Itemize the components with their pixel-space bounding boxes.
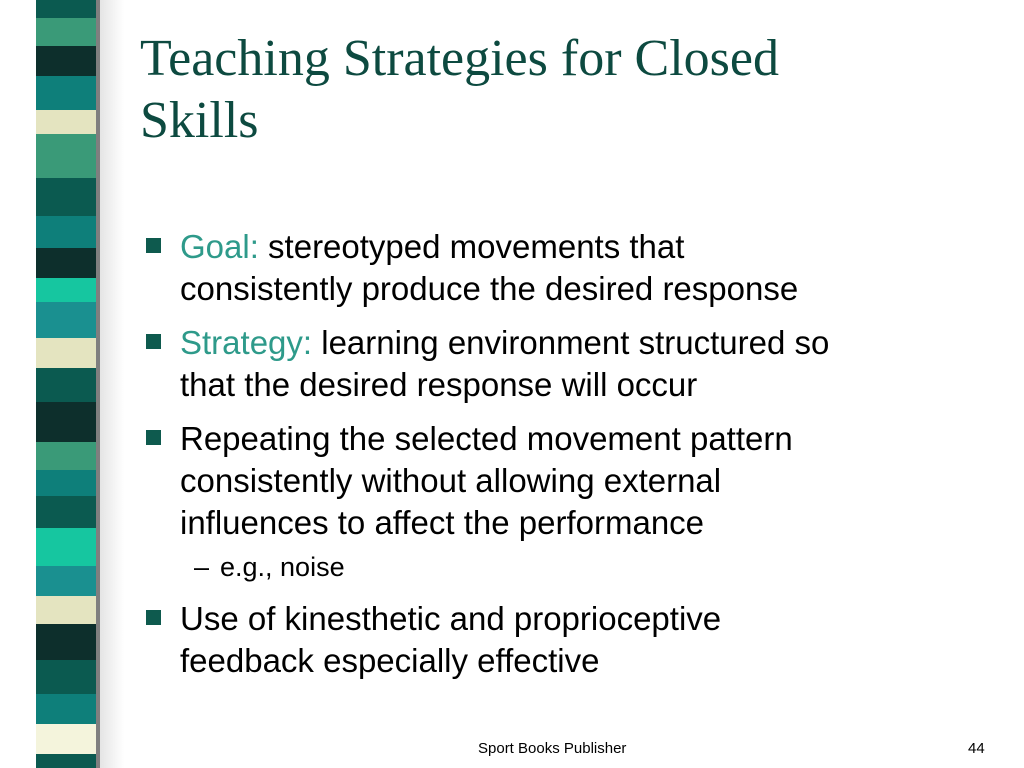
bullet-lead-label: Strategy: — [180, 324, 313, 361]
stripe-block — [36, 624, 96, 660]
stripe-block — [36, 724, 96, 754]
slide-number: 44 — [968, 740, 985, 757]
square-bullet-icon — [146, 610, 161, 625]
stripe-blocks — [36, 0, 96, 768]
bullet-line: that the desired response will occur — [180, 366, 698, 403]
stripe-block — [36, 694, 96, 724]
bullet-line: influences to affect the performance — [180, 504, 705, 541]
bullet-strategy — [140, 322, 1000, 406]
bullet-line: Repeating the selected movement pattern — [180, 420, 793, 457]
bullet-text: stereotyped movements that — [258, 228, 685, 265]
dash-bullet-icon: – — [194, 552, 210, 582]
stripe-block — [36, 134, 96, 178]
bullet-line — [180, 226, 1000, 268]
stripe-block — [36, 442, 96, 470]
stripe-block — [36, 596, 96, 624]
bullet-line: feedback especially effective — [180, 642, 600, 679]
stripe-block — [36, 302, 96, 338]
stripe-block — [36, 566, 96, 596]
sub-bullet-text: e.g., noise — [220, 552, 345, 582]
stripe-block — [36, 470, 96, 496]
footer-publisher: Sport Books Publisher — [478, 740, 627, 757]
stripe-block — [36, 496, 96, 528]
stripe-block — [36, 528, 96, 566]
stripe-block — [36, 660, 96, 694]
bullet-feedback — [140, 598, 1000, 682]
stripe-block — [36, 76, 96, 110]
bullet-line — [180, 322, 1000, 364]
stripe-edge-shade — [100, 0, 124, 768]
stripe-block — [36, 368, 96, 402]
stripe-block — [36, 178, 96, 216]
stripe-block — [36, 216, 96, 248]
stripe-margin — [0, 0, 36, 768]
stripe-block — [36, 46, 96, 76]
stripe-block — [36, 0, 96, 18]
sub-bullet-example — [140, 550, 1000, 584]
bullet-goal — [140, 226, 1000, 310]
stripe-block — [36, 754, 96, 768]
bullet-lead-label: Goal: — [180, 228, 259, 265]
stripe-block — [36, 278, 96, 302]
stripe-block — [36, 338, 96, 368]
stripe-block — [36, 110, 96, 134]
bullet-line: consistently produce the desired response — [180, 270, 799, 307]
stripe-block — [36, 248, 96, 278]
stripe-block — [36, 18, 96, 46]
square-bullet-icon — [146, 430, 161, 445]
bullet-repeating — [140, 418, 1000, 544]
decorative-stripe — [0, 0, 124, 768]
bullet-line: Use of kinesthetic and proprioceptive — [180, 600, 722, 637]
bullet-line: consistently without allowing external — [180, 462, 722, 499]
slide-title-line-2: Skills — [140, 92, 259, 149]
square-bullet-icon — [146, 238, 161, 253]
bullet-text: learning environment structured so — [312, 324, 830, 361]
slide-title — [140, 28, 980, 152]
stripe-block — [36, 402, 96, 442]
square-bullet-icon — [146, 334, 161, 349]
bullet-list — [140, 226, 1000, 694]
slide-title-line-1: Teaching Strategies for Closed — [140, 30, 779, 87]
